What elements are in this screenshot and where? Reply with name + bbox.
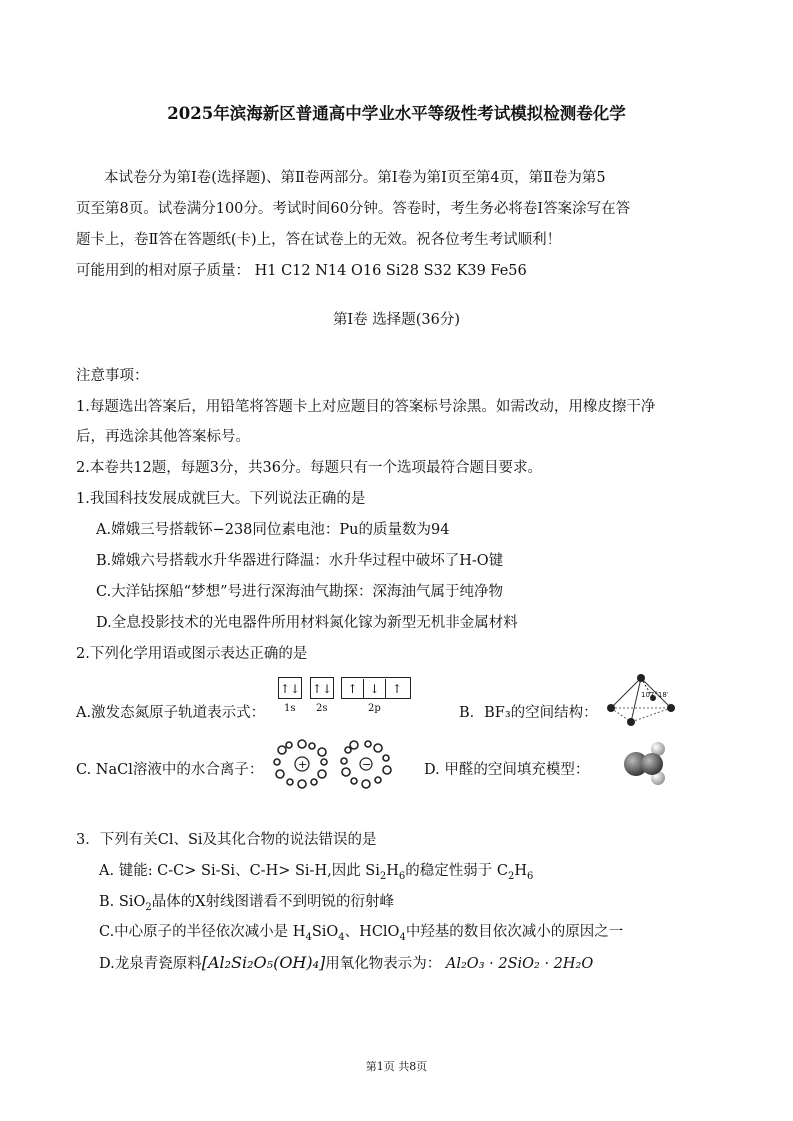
q3-option-a: A. 键能: C-C> Si-Si、C-H> Si-H,因此 $Si_2H_6$的稳定性弱于 $C_2H_6$ xyxy=(99,863,534,882)
orbital-2s-box xyxy=(310,677,334,699)
hydrated-ions-diagram xyxy=(272,740,398,788)
bf3-bond-angle: 107°18′ xyxy=(641,691,669,699)
orbital-2p-boxes xyxy=(341,677,411,699)
svg-text:+: + xyxy=(298,758,308,771)
mineral-formula: [Al₂Si₂O₅(OH)₄] xyxy=(201,953,326,972)
atomic-mass-line: 可能用到的相对原子质量： H1 C12 N14 O16 Si28 S32 K39 Fe56 xyxy=(76,263,527,279)
orbital-label-2p: 2p xyxy=(368,703,381,714)
q1-option-d: D.全息投影技术的光电器件所用材料氮化镓为新型无机非金属材料 xyxy=(96,615,518,631)
q1-stem: 1.我国科技发展成就巨大。下列说法正确的是 xyxy=(76,491,366,507)
notice-item-1-line-1: 1.每题选出答案后，用铅笔将答题卡上对应题目的答案标号涂黑。如需改动，用橡皮擦干净 xyxy=(76,399,656,415)
notice-heading: 注意事项： xyxy=(76,368,149,384)
q2-option-d-label: D. 甲醛的空间填充模型： xyxy=(424,762,590,778)
q1-option-c: C.大洋钻探船“梦想”号进行深海油气勘探：深海油气属于纯净物 xyxy=(96,584,504,600)
orbital-box: ↑↓ xyxy=(279,682,301,696)
q1-option-b: B.嫦娥六号搭载水升华器进行降温：水升华过程中破坏了H-O键 xyxy=(96,553,504,569)
intro-line-3: 题卡上，卷Ⅱ答在答题纸(卡)上，答在试卷上的无效。祝各位考生考试顺利！ xyxy=(76,232,562,248)
notice-item-1-line-2: 后，再选涂其他答案标号。 xyxy=(76,429,250,445)
section-title: 第Ⅰ卷 选择题(36分) xyxy=(332,312,461,328)
notice-item-2: 2.本卷共12题，每题3分，共36分。每题只有一个选项最符合题目要求。 xyxy=(76,460,542,476)
orbital-box: ↑ xyxy=(342,679,364,699)
orbital-label-1s: 1s xyxy=(284,703,296,714)
q2-stem: 2.下列化学用语或图示表达正确的是 xyxy=(76,646,308,662)
page-footer: 第1页 共8页 xyxy=(365,1060,428,1073)
oxide-formula: Al₂O₃ · 2SiO₂ · 2H₂O xyxy=(445,956,594,972)
page-title: 2025年滨海新区普通高中学业水平等级性考试模拟检测卷化学 xyxy=(167,104,626,123)
q2-option-b-label: B．BF₃的空间结构： xyxy=(459,705,598,721)
formaldehyde-space-filling-model xyxy=(624,740,670,786)
orbital-box: ↑ xyxy=(391,682,403,696)
q3-stem: 3．下列有关Cl、Si及其化合物的说法错误的是 xyxy=(76,832,377,848)
q3-option-d: D.龙泉青瓷原料[Al₂Si₂O₅(OH)₄]用氧化物表示为： Al₂O₃ · 2SiO₂ · 2H₂O xyxy=(99,953,594,972)
q3-option-b: B. SiO$_2$晶体的X射线图谱看不到明锐的衍射峰 xyxy=(99,894,395,913)
q2-option-a-label: A.激发态氮原子轨道表示式： xyxy=(76,705,266,721)
intro-line-1: 本试卷分为第Ⅰ卷(选择题)、第Ⅱ卷两部分。第Ⅰ卷为第Ⅰ页至第4页，第Ⅱ卷为第5 xyxy=(104,170,606,186)
svg-text:−: − xyxy=(362,758,372,771)
orbital-box: ↑↓ xyxy=(311,682,333,696)
q2-option-c-label: C. NaCl溶液中的水合离子： xyxy=(76,762,264,778)
q3-option-c: C.中心原子的半径依次减小是 $H_4SiO_4$、HClO$_4$中羟基的数目依次减小的原因之一 xyxy=(99,924,624,943)
orbital-label-2s: 2s xyxy=(316,703,328,714)
intro-line-2: 页至第8页。试卷满分100分。考试时间60分钟。答卷时，考生务必将卷Ⅰ答案涂写在答 xyxy=(76,201,631,217)
bf3-structure-diagram xyxy=(605,672,677,728)
q1-option-a: A.嫦娥三号搭载钚−238同位素电池：Pu的质量数为94 xyxy=(96,522,450,538)
orbital-box: ↓ xyxy=(364,679,386,699)
orbital-1s-box xyxy=(278,677,302,699)
